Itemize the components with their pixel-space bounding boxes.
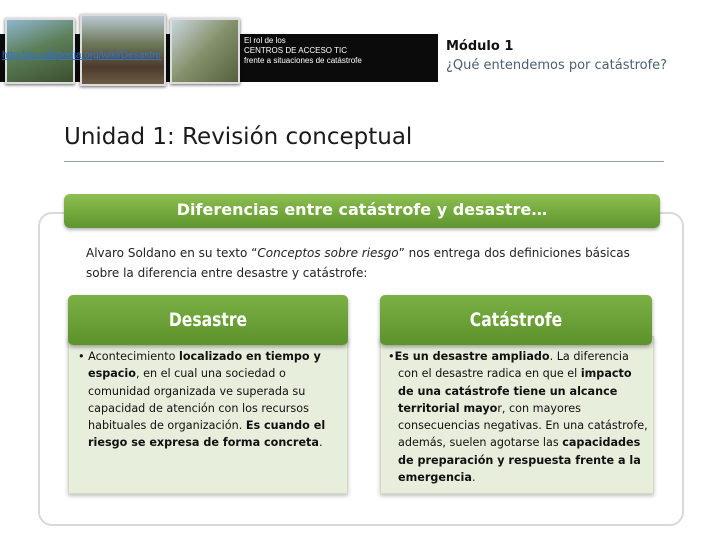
catastrofe-heading: Catástrofe [380, 295, 652, 345]
wikipedia-link[interactable]: http://es.wikipedia.org/wiki/Desastre [2, 50, 161, 61]
catastrofe-text: •Es un desastre ampliado. La diferencia con el desastre radica en que el impacto de una catástrofe tiene un alcance territorial mayor, con mayores consecuencias negativas. En una catástrofe, además, suelen agotarse las capacidades de preparación y respuesta frente a la emergencia. [388, 350, 648, 485]
module-subtitle: ¿Qué entendemos por catástrofe? [446, 58, 668, 73]
module-title: Módulo 1 [446, 39, 514, 54]
title-divider [64, 161, 664, 162]
header-rol-text: El rol de los CENTROS DE ACCESO TIC frente a situaciones de catástrofe [244, 36, 362, 65]
page-title: Unidad 1: Revisión conceptual [64, 124, 413, 150]
intro-text: Alvaro Soldano en su texto “Conceptos sobre riesgo” nos entrega dos definiciones básicas sobre la diferencia entre desastre y catástrofe: [86, 246, 630, 280]
desastre-text: • Acontecimiento localizado en tiempo y espacio, en el cual una sociedad o comunidad organizada ve superada su capacidad de atención con los recursos habituales de organización. Es cuando el riesgo se expresa de forma concreta. [78, 350, 326, 450]
photo-thumbnail [170, 18, 240, 84]
desastre-heading: Desastre [68, 295, 348, 345]
section-banner-text: Diferencias entre catástrofe y desastre… [176, 200, 548, 219]
